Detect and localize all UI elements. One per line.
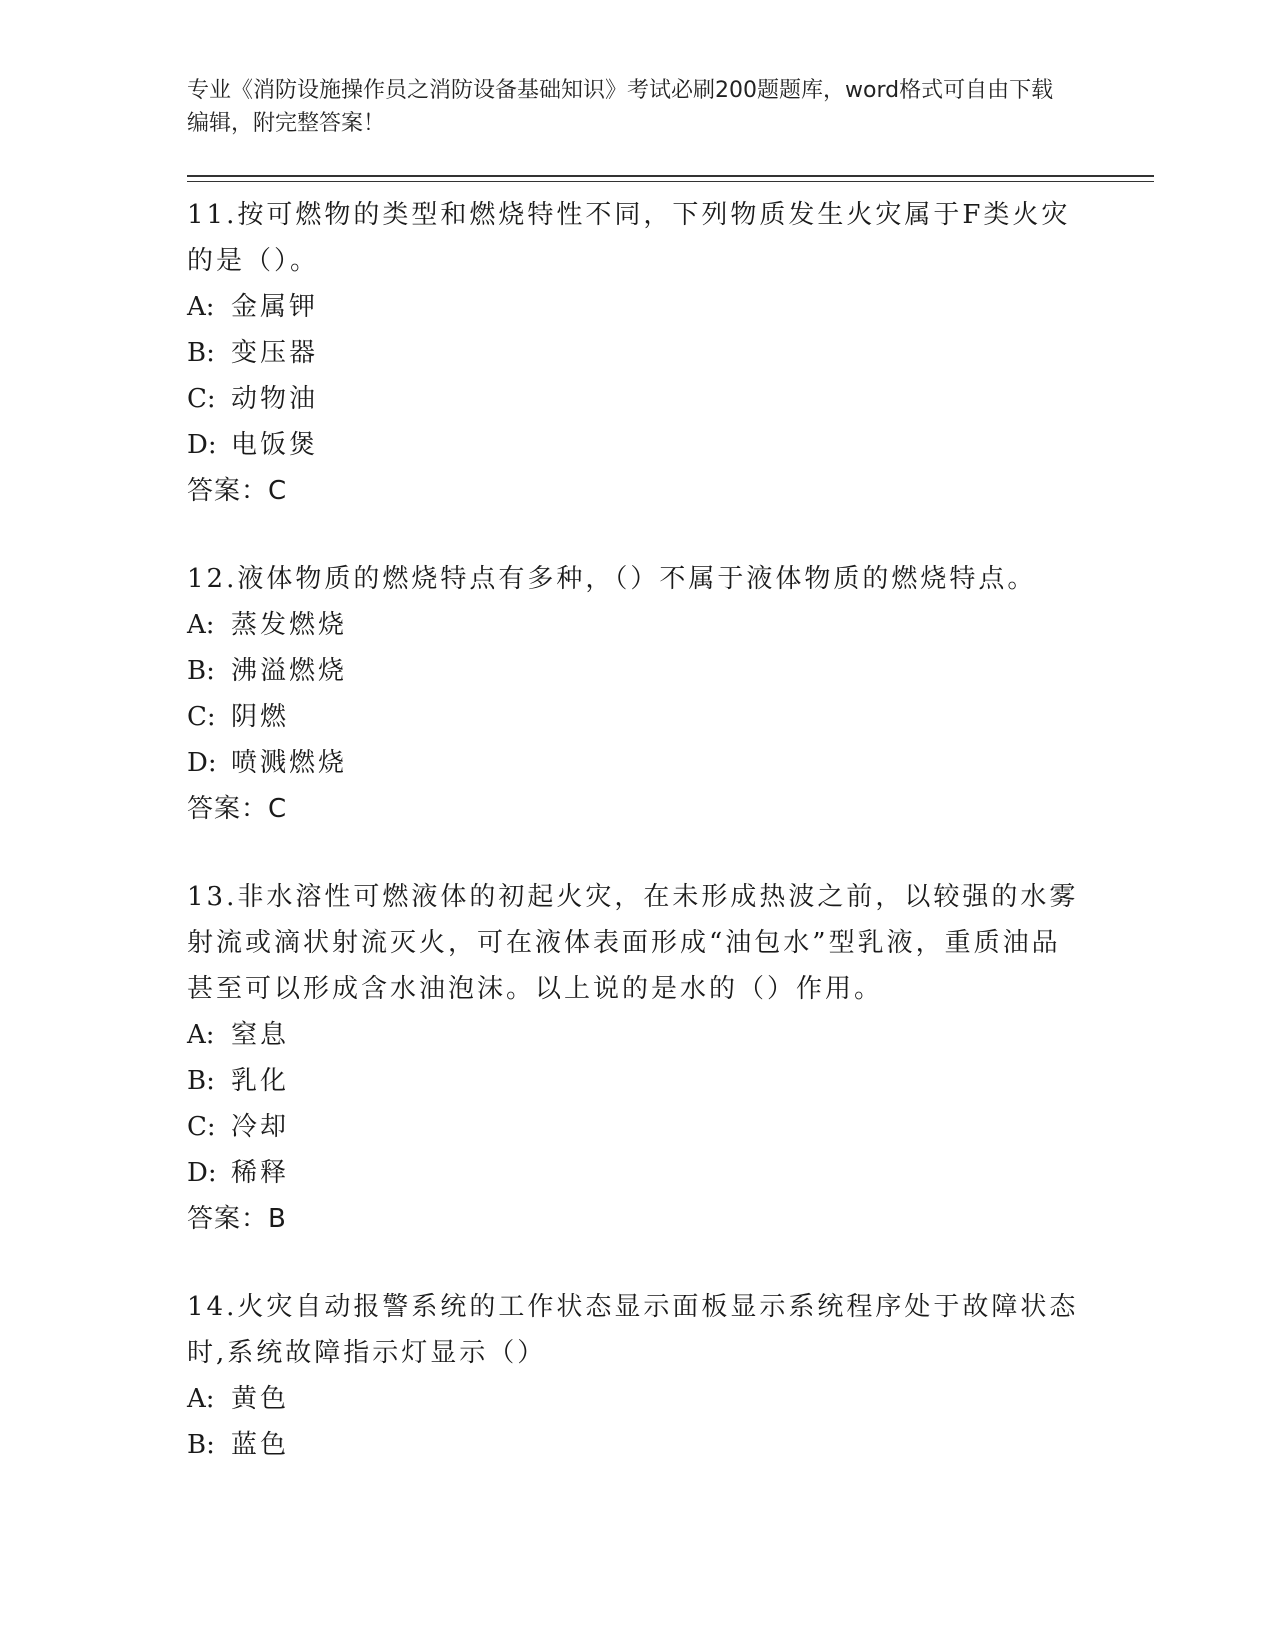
option-text: 乳化 bbox=[231, 1066, 290, 1096]
option-d bbox=[187, 740, 1087, 786]
option-b bbox=[187, 1422, 1087, 1468]
option-key: B: bbox=[187, 338, 215, 368]
answer-line: 答案：C bbox=[187, 476, 288, 506]
option-text: 冷却 bbox=[231, 1112, 290, 1142]
answer-line: 答案：B bbox=[187, 1204, 287, 1234]
option-b bbox=[187, 648, 1087, 694]
question-14 bbox=[187, 1284, 1087, 1468]
option-key: B: bbox=[187, 656, 215, 686]
option-a bbox=[187, 284, 1087, 330]
option-text: 黄色 bbox=[231, 1384, 290, 1414]
option-text: 沸溢燃烧 bbox=[231, 656, 348, 686]
answer-line: 答案：C bbox=[187, 794, 288, 824]
option-b bbox=[187, 1058, 1087, 1104]
question-11 bbox=[187, 192, 1087, 514]
option-text: 阴燃 bbox=[231, 702, 290, 732]
option-c bbox=[187, 376, 1087, 422]
option-d bbox=[187, 422, 1087, 468]
option-c bbox=[187, 1104, 1087, 1150]
question-list bbox=[187, 192, 1087, 1510]
option-a bbox=[187, 602, 1087, 648]
question-12 bbox=[187, 556, 1087, 832]
option-a bbox=[187, 1012, 1087, 1058]
option-key: D: bbox=[187, 748, 217, 778]
option-text: 金属钾 bbox=[231, 292, 319, 322]
option-key: A: bbox=[187, 1020, 215, 1050]
option-d bbox=[187, 1150, 1087, 1196]
option-text: 稀释 bbox=[231, 1158, 290, 1188]
option-text: 蓝色 bbox=[231, 1430, 290, 1460]
option-text: 窒息 bbox=[231, 1020, 290, 1050]
question-stem: 11.按可燃物的类型和燃烧特性不同，下列物质发生火灾属于F类火灾的是（）。 bbox=[187, 200, 1071, 276]
option-key: A: bbox=[187, 610, 215, 640]
question-13 bbox=[187, 874, 1087, 1242]
question-stem: 13.非水溶性可燃液体的初起火灾，在未形成热波之前，以较强的水雾射流或滴状射流灭火，可在液体表面形成“油包水”型乳液，重质油品甚至可以形成含水油泡沫。以上说的是水的（）作用。 bbox=[187, 882, 1079, 1004]
option-key: D: bbox=[187, 430, 217, 460]
option-c bbox=[187, 694, 1087, 740]
option-text: 电饭煲 bbox=[231, 430, 319, 460]
option-b bbox=[187, 330, 1087, 376]
option-key: C: bbox=[187, 1112, 216, 1142]
option-text: 动物油 bbox=[231, 384, 319, 414]
option-text: 蒸发燃烧 bbox=[231, 610, 348, 640]
header-divider-thick bbox=[187, 175, 1154, 177]
option-key: D: bbox=[187, 1158, 217, 1188]
option-text: 喷溅燃烧 bbox=[231, 748, 348, 778]
option-key: B: bbox=[187, 1066, 215, 1096]
document-header: 专业《消防设施操作员之消防设备基础知识》考试必刷200题题库，word格式可自由下载编辑，附完整答案！ bbox=[187, 78, 1054, 136]
option-key: C: bbox=[187, 702, 216, 732]
option-key: A: bbox=[187, 292, 215, 322]
option-text: 变压器 bbox=[231, 338, 319, 368]
header-divider-thin bbox=[187, 181, 1154, 182]
question-stem: 14.火灾自动报警系统的工作状态显示面板显示系统程序处于故障状态时,系统故障指示灯显示（） bbox=[187, 1292, 1079, 1368]
question-stem: 12.液体物质的燃烧特点有多种，（）不属于液体物质的燃烧特点。 bbox=[187, 564, 1037, 594]
option-key: A: bbox=[187, 1384, 215, 1414]
option-a bbox=[187, 1376, 1087, 1422]
option-key: B: bbox=[187, 1430, 215, 1460]
option-key: C: bbox=[187, 384, 216, 414]
